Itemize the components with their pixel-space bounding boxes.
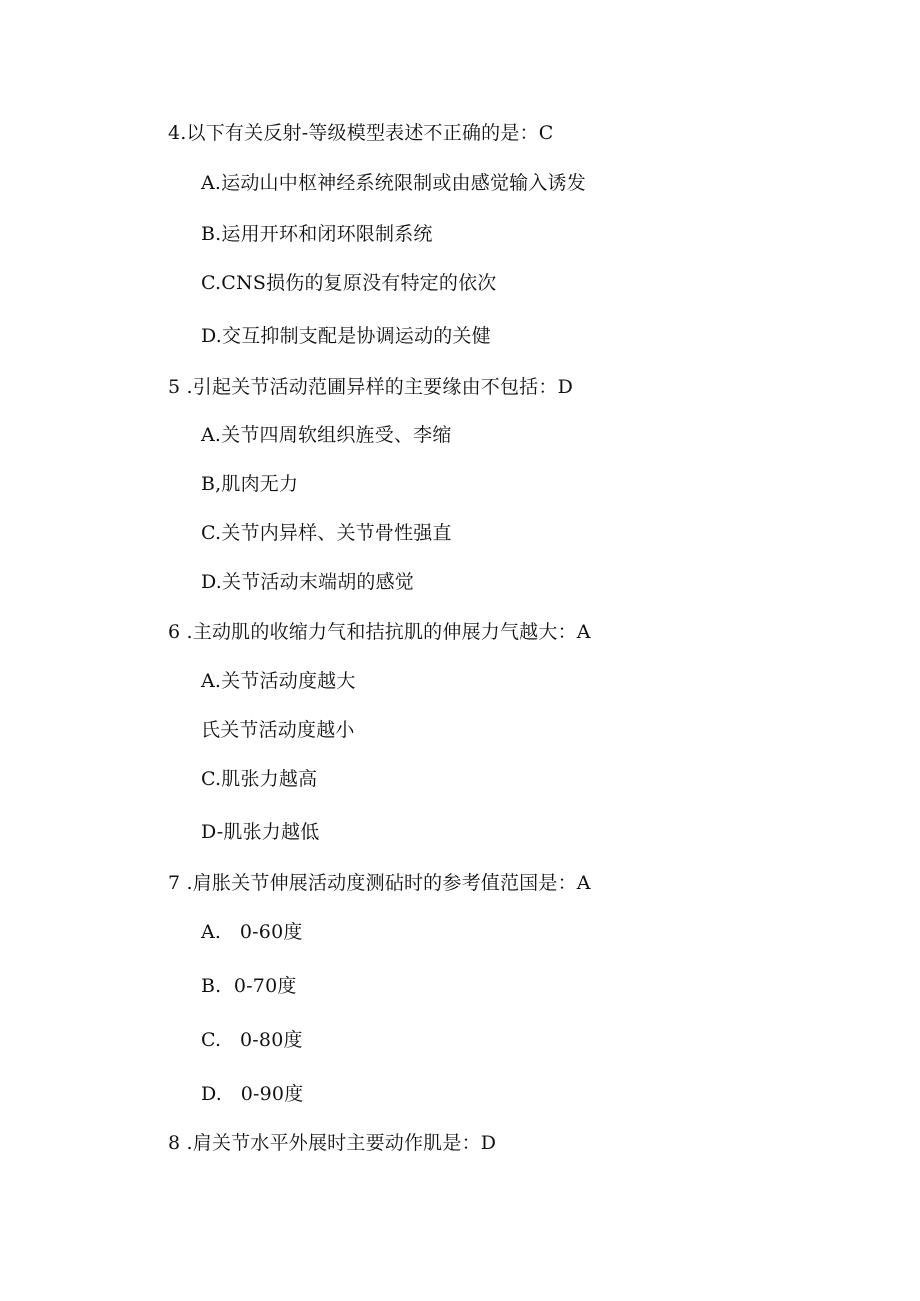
question-4-option-b: B.运用开环和闭环限制系统	[201, 223, 433, 245]
question-6-option-a: A.关节活动度越大	[201, 670, 356, 692]
question-6-stem: 6 .主动肌的收缩力气和拮抗肌的伸展力气越大：A	[168, 621, 591, 643]
question-8-stem: 8 .肩关节水平外展时主要动作肌是：D	[168, 1132, 497, 1154]
question-4-option-d: D.交互抑制支配是协调运动的关健	[201, 325, 491, 347]
question-6-option-d: D-肌张力越低	[201, 821, 320, 843]
question-7-option-c: C. 0-80度	[201, 1029, 303, 1051]
question-5-option-a: A.关节四周软组织旌受、李缩	[201, 424, 452, 446]
question-7-option-d: D. 0-90度	[201, 1083, 304, 1105]
question-5-option-b: B,肌肉无力	[201, 473, 299, 495]
question-4-option-c: C.CNS损伤的复原没有特定的依次	[201, 272, 497, 294]
question-7-option-b: B. 0-70度	[201, 975, 297, 997]
question-7-stem: 7 .肩胀关节伸展活动度测砧时的参考值范国是：A	[168, 872, 591, 894]
question-4-stem: 4.以下有关反射-等级模型表述不正确的是：C	[168, 122, 554, 144]
question-4-option-a: A.运动山中枢神经系统限制或由感觉输入诱发	[201, 172, 586, 194]
question-6-option-c: C.肌张力越高	[201, 768, 318, 790]
question-5-option-c: C.关节内异样、关节骨性强直	[201, 522, 452, 544]
question-5-option-d: D.关节活动末端胡的感觉	[201, 571, 414, 593]
question-7-option-a: A. 0-60度	[201, 921, 303, 943]
question-6-option-b: 氏关节活动度越小	[201, 719, 355, 741]
question-5-stem: 5 .引起关节活动范圃异样的主要缘由不包括：D	[168, 376, 574, 398]
